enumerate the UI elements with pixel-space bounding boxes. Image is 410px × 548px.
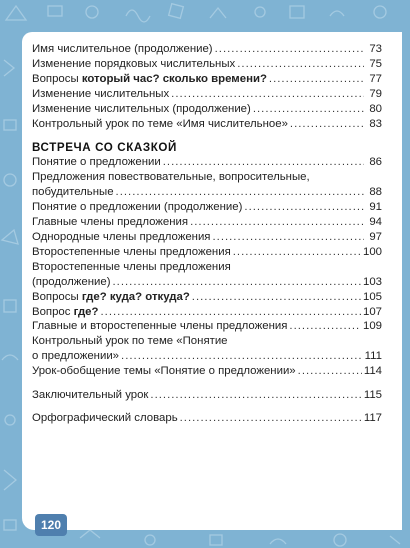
toc-title: о предложении» [32,350,120,363]
toc-title-bold: который час? сколько времени? [81,72,267,85]
toc-row [32,117,382,132]
toc-title: Контрольный урок по теме «Имя числительное» [32,117,288,130]
toc-page-number: 77 [369,72,382,85]
toc-leader [192,290,361,305]
toc-row [32,42,382,57]
toc-row [32,290,382,305]
toc-page-number: 97 [369,230,382,243]
page-number-badge: 120 [35,514,67,536]
toc-page-number: 109 [362,320,382,333]
toc-row [32,319,382,334]
toc-leader [215,42,364,57]
toc-title: Заключительный урок [32,389,149,402]
section-heading: ВСТРЕЧА СО СКАЗКОЙ [32,141,177,155]
toc-leader [121,349,363,364]
toc-title-line: Второстепенные члены предложения [32,260,231,273]
toc-leader [253,102,364,117]
toc-row [32,185,382,200]
toc-leader [290,117,364,132]
toc-title: (продолжение) [32,275,111,288]
toc-title: Изменение числительных [32,87,170,100]
toc-leader [244,200,364,215]
toc-row [32,102,382,117]
toc-row [32,275,382,290]
toc-title: Урок-обобщение темы «Понятие о предложении» [32,365,296,378]
toc-leader [233,245,361,260]
toc-leader [298,364,362,379]
toc-title-plain: Вопросы [32,290,82,303]
toc-leader [171,87,364,102]
toc-row [32,215,382,230]
toc-title-bold: где? куда? откуда? [81,290,190,303]
toc-page [22,32,402,530]
toc-row [32,200,382,215]
toc-page-number: 114 [363,365,382,378]
toc-leader [180,411,362,426]
toc-row [32,230,382,245]
toc-leader [163,155,364,170]
toc-page-number: 80 [369,102,382,115]
toc-title-line: Контрольный урок по теме «Понятие [32,335,228,348]
toc-leader [113,275,361,290]
toc-leader [100,305,361,320]
toc-page-number: 105 [362,290,382,303]
toc-title-plain: Вопрос [32,305,74,318]
toc-row [32,411,382,426]
toc-row [32,57,382,72]
toc-page-number: 100 [362,245,382,258]
toc-title: Орфографический словарь [32,411,178,424]
toc-leader [289,319,361,334]
toc-title: Главные и второстепенные члены предложения [32,320,288,333]
toc-row [32,155,382,170]
toc-leader [269,72,364,87]
toc-row [32,364,382,379]
toc-title [32,305,98,320]
toc-page-number: 94 [369,216,382,229]
toc-page-number: 91 [369,201,382,214]
toc-leader [237,57,364,72]
toc-title [32,72,267,87]
toc-row [32,245,382,260]
toc-page-number: 79 [369,87,382,100]
toc-leader [150,388,361,403]
toc-page-number: 115 [363,389,382,402]
toc-title [32,290,190,305]
toc-row [32,349,382,364]
toc-row [32,72,382,87]
toc-page-number: 117 [363,411,382,424]
toc-row [32,87,382,102]
toc-title: Понятие о предложении (продолжение) [32,201,243,214]
toc-title: Главные члены предложения [32,216,189,229]
toc-page-number: 88 [369,186,382,199]
toc-row [32,305,382,320]
toc-page-number: 107 [362,305,382,318]
table-of-contents [32,42,382,426]
toc-title: Второстепенные члены предложения [32,245,231,258]
toc-title: Имя числительное (продолжение) [32,43,213,55]
toc-title: Изменение порядковых числительных [32,57,236,70]
toc-page-number: 86 [369,156,382,169]
toc-title: побудительные [32,186,114,199]
toc-title-plain: Вопросы [32,72,82,85]
toc-leader [190,215,364,230]
toc-title: Изменение числительных (продолжение) [32,102,251,115]
toc-page-number: 75 [369,57,382,70]
toc-page-number: 111 [364,350,382,363]
toc-title: Понятие о предложении [32,156,161,169]
toc-leader [116,185,364,200]
toc-title: Однородные члены предложения [32,230,211,243]
toc-page-number: 83 [369,117,382,130]
toc-page-number: 73 [369,43,382,55]
toc-page-number: 103 [362,275,382,288]
toc-leader [212,230,364,245]
toc-title-bold: где? [73,305,99,318]
toc-row [32,388,382,403]
toc-title-line: Предложения повествовательные, вопросительные, [32,171,310,184]
